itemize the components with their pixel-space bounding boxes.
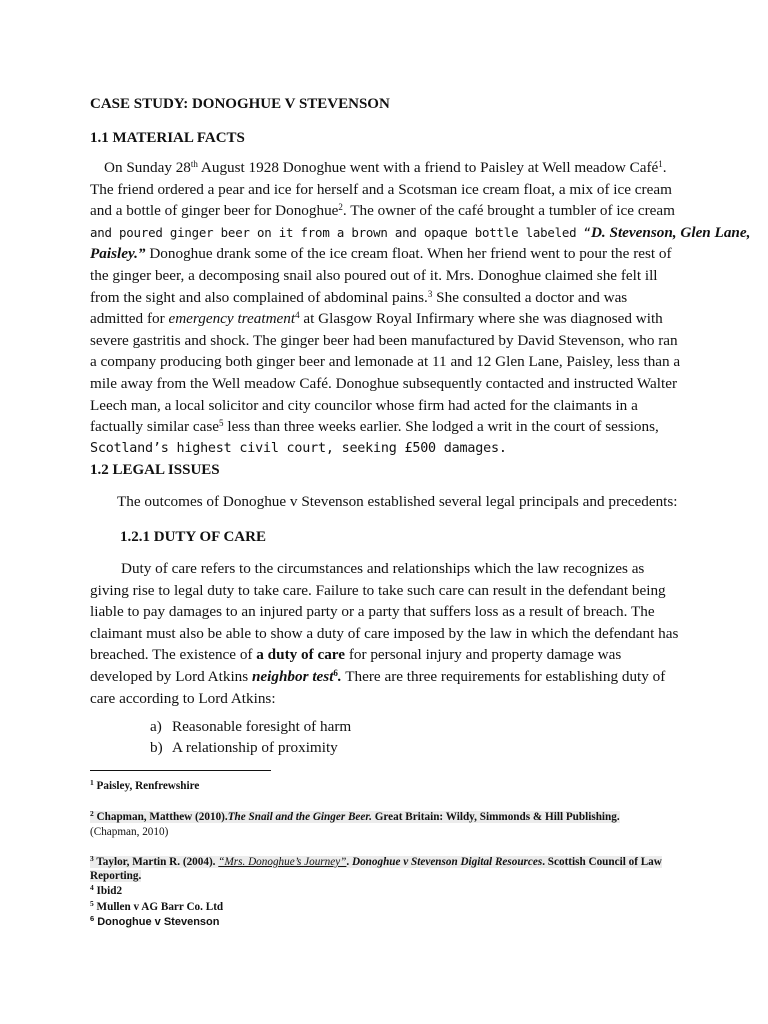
footnote-number: 4 (90, 883, 94, 892)
footnote-text: . Scottish Council of Law (542, 856, 662, 868)
list-item (150, 716, 550, 737)
source-title: Donoghue v Stevenson Digital Resources (352, 856, 543, 868)
text-line: liable to pay damages to an injured party or a party that suffers loss as a result of breach. The (90, 603, 655, 621)
text-run: . (662, 159, 667, 176)
text-run: less than three weeks earlier. She lodged a writ in the court of sessions, (223, 418, 659, 436)
footnote-ref: 5 (219, 418, 224, 429)
list-item-text: Reasonable foresight of harm (172, 718, 352, 735)
list-item (150, 737, 550, 758)
text-line: severe gastritis and shock. The ginger beer had been manufactured by David Stevenson, who ran (90, 331, 678, 349)
text-line: Duty of care refers to the circumstances and relationships which the law recognizes as (121, 560, 645, 577)
text-run: There are three requirements for establishing duty of (341, 667, 666, 685)
section-heading-material-facts: 1.1 MATERIAL FACTS (90, 130, 245, 146)
section-heading-duty-of-care: 1.2.1 DUTY OF CARE (120, 529, 266, 545)
footnote-3 (90, 855, 662, 869)
text-line: Scotland’s highest civil court, seeking £500 damages. (90, 440, 507, 456)
list-marker: b) (150, 739, 163, 756)
text-run: for personal injury and property damage was (345, 646, 622, 664)
footnote-number: 2 (90, 809, 94, 818)
text-run: admitted for (90, 310, 169, 328)
text-run: . The owner of the café brought a tumbler of ice cream (342, 202, 675, 220)
document-title: CASE STUDY: DONOGHUE V STEVENSON (90, 96, 390, 112)
book-title: The Snail and the Ginger Beer. (227, 811, 372, 823)
text-run: developed by Lord Atkins (90, 667, 252, 685)
footnote-text: Paisley, Renfrewshire (93, 780, 200, 792)
legal-issues-paragraph (90, 491, 682, 513)
bold-italic-text: neighbor test (251, 667, 334, 685)
text-line: claimant must also be able to show a duty of care imposed by the law in which the defendant has (90, 624, 679, 642)
list-item-text: A relationship of proximity (172, 739, 338, 756)
footnote-text: Great Britain: Wildy, Simmonds & Hill Publishing. (371, 811, 620, 823)
footnote-separator (90, 770, 271, 771)
footnote-1 (90, 779, 199, 793)
footnote-number: 1 (90, 778, 94, 787)
text-line: the ginger beer, a decomposing snail also poured out of it. Mrs. Donoghue claimed she felt ill (90, 266, 658, 284)
text-run: On Sunday 28 (104, 159, 191, 176)
footnote-ref: 2 (338, 202, 343, 213)
text-run: Donoghue drank some of the ice cream float. When her friend went to pour the rest of (145, 245, 672, 263)
label-text: Paisley.” (90, 245, 146, 263)
footnote-text: Ibid2 (93, 885, 123, 897)
text-line: a company producing both ginger beer and lemonade at 11 and 12 Glen Lane, Paisley, less than a (90, 353, 681, 371)
text-line: The outcomes of Donoghue v Stevenson established several legal principals and precedents: (117, 493, 678, 510)
footnote-text: Reporting. (90, 870, 142, 882)
footnote-text: Mullen v AG Barr Co. Ltd (93, 901, 224, 913)
footnote-text: Chapman, Matthew (2010). (93, 811, 228, 823)
text-line: giving rise to legal duty to take care. Failure to take such care can result in the defendant being (90, 581, 666, 599)
footnote-ref: 4 (295, 310, 300, 321)
footnote-text: . (346, 856, 352, 868)
footnote-number: 3 (90, 854, 94, 863)
text-run: August 1928 Donoghue went with a friend to Paisley at Well meadow Café (197, 159, 659, 176)
text-run: factually similar case (90, 418, 220, 436)
footnote-ref: 3 (427, 288, 433, 299)
superscript: th (190, 159, 198, 169)
footnote-5 (90, 900, 223, 914)
text-run: at Glasgow Royal Infirmary where she was diagnosed with (299, 310, 663, 328)
text-line: care according to Lord Atkins: (90, 689, 276, 707)
emphasis-text: emergency treatment (168, 310, 296, 328)
footnote-ref: 6 (333, 667, 338, 678)
bold-text: a duty of care (256, 646, 346, 664)
footnote-text: Donoghue v Stevenson (94, 916, 220, 928)
requirements-list (150, 716, 550, 758)
text-run: and a bottle of ginger beer for Donoghue (90, 202, 339, 220)
list-marker: a) (150, 718, 162, 735)
footnote-number: 6 (90, 914, 95, 923)
footnote-number: 5 (90, 899, 94, 908)
duty-of-care-paragraph (90, 558, 682, 709)
text-run: from the sight and also complained of abdominal pains. (90, 288, 428, 306)
text-line: Leech man, a local solicitor and city councilor whose firm had acted for the claimants in a (90, 396, 638, 414)
footnote-2-citation (90, 825, 168, 839)
text-line: The friend ordered a pear and ice for herself and a Scotsman ice cream float, a mix of ice cream (90, 180, 672, 198)
material-facts-paragraph (90, 157, 751, 459)
article-title: “Mrs. Donoghue’s Journey” (218, 856, 347, 868)
footnote-text: Taylor, Martin R. (2004). (93, 856, 219, 868)
bold-italic-text: . (337, 667, 342, 685)
text-run: and poured ginger beer on it from a brown and opaque bottle labeled “ (90, 224, 591, 240)
text-line: mile away from the Well meadow Café. Donoghue subsequently contacted and instructed Walter (90, 374, 678, 392)
section-heading-legal-issues: 1.2 LEGAL ISSUES (90, 462, 220, 478)
footnote-4 (90, 884, 122, 898)
text-run: breached. The existence of (90, 646, 257, 664)
footnote-6 (90, 915, 219, 929)
footnote-3-continued (90, 869, 141, 883)
label-text: D. Stevenson, Glen Lane, (590, 223, 751, 241)
footnote-2 (90, 810, 620, 824)
text-run: She consulted a doctor and was (432, 288, 628, 306)
footnote-ref: 1 (658, 159, 663, 169)
citation-text: (Chapman, 2010) (90, 826, 169, 838)
